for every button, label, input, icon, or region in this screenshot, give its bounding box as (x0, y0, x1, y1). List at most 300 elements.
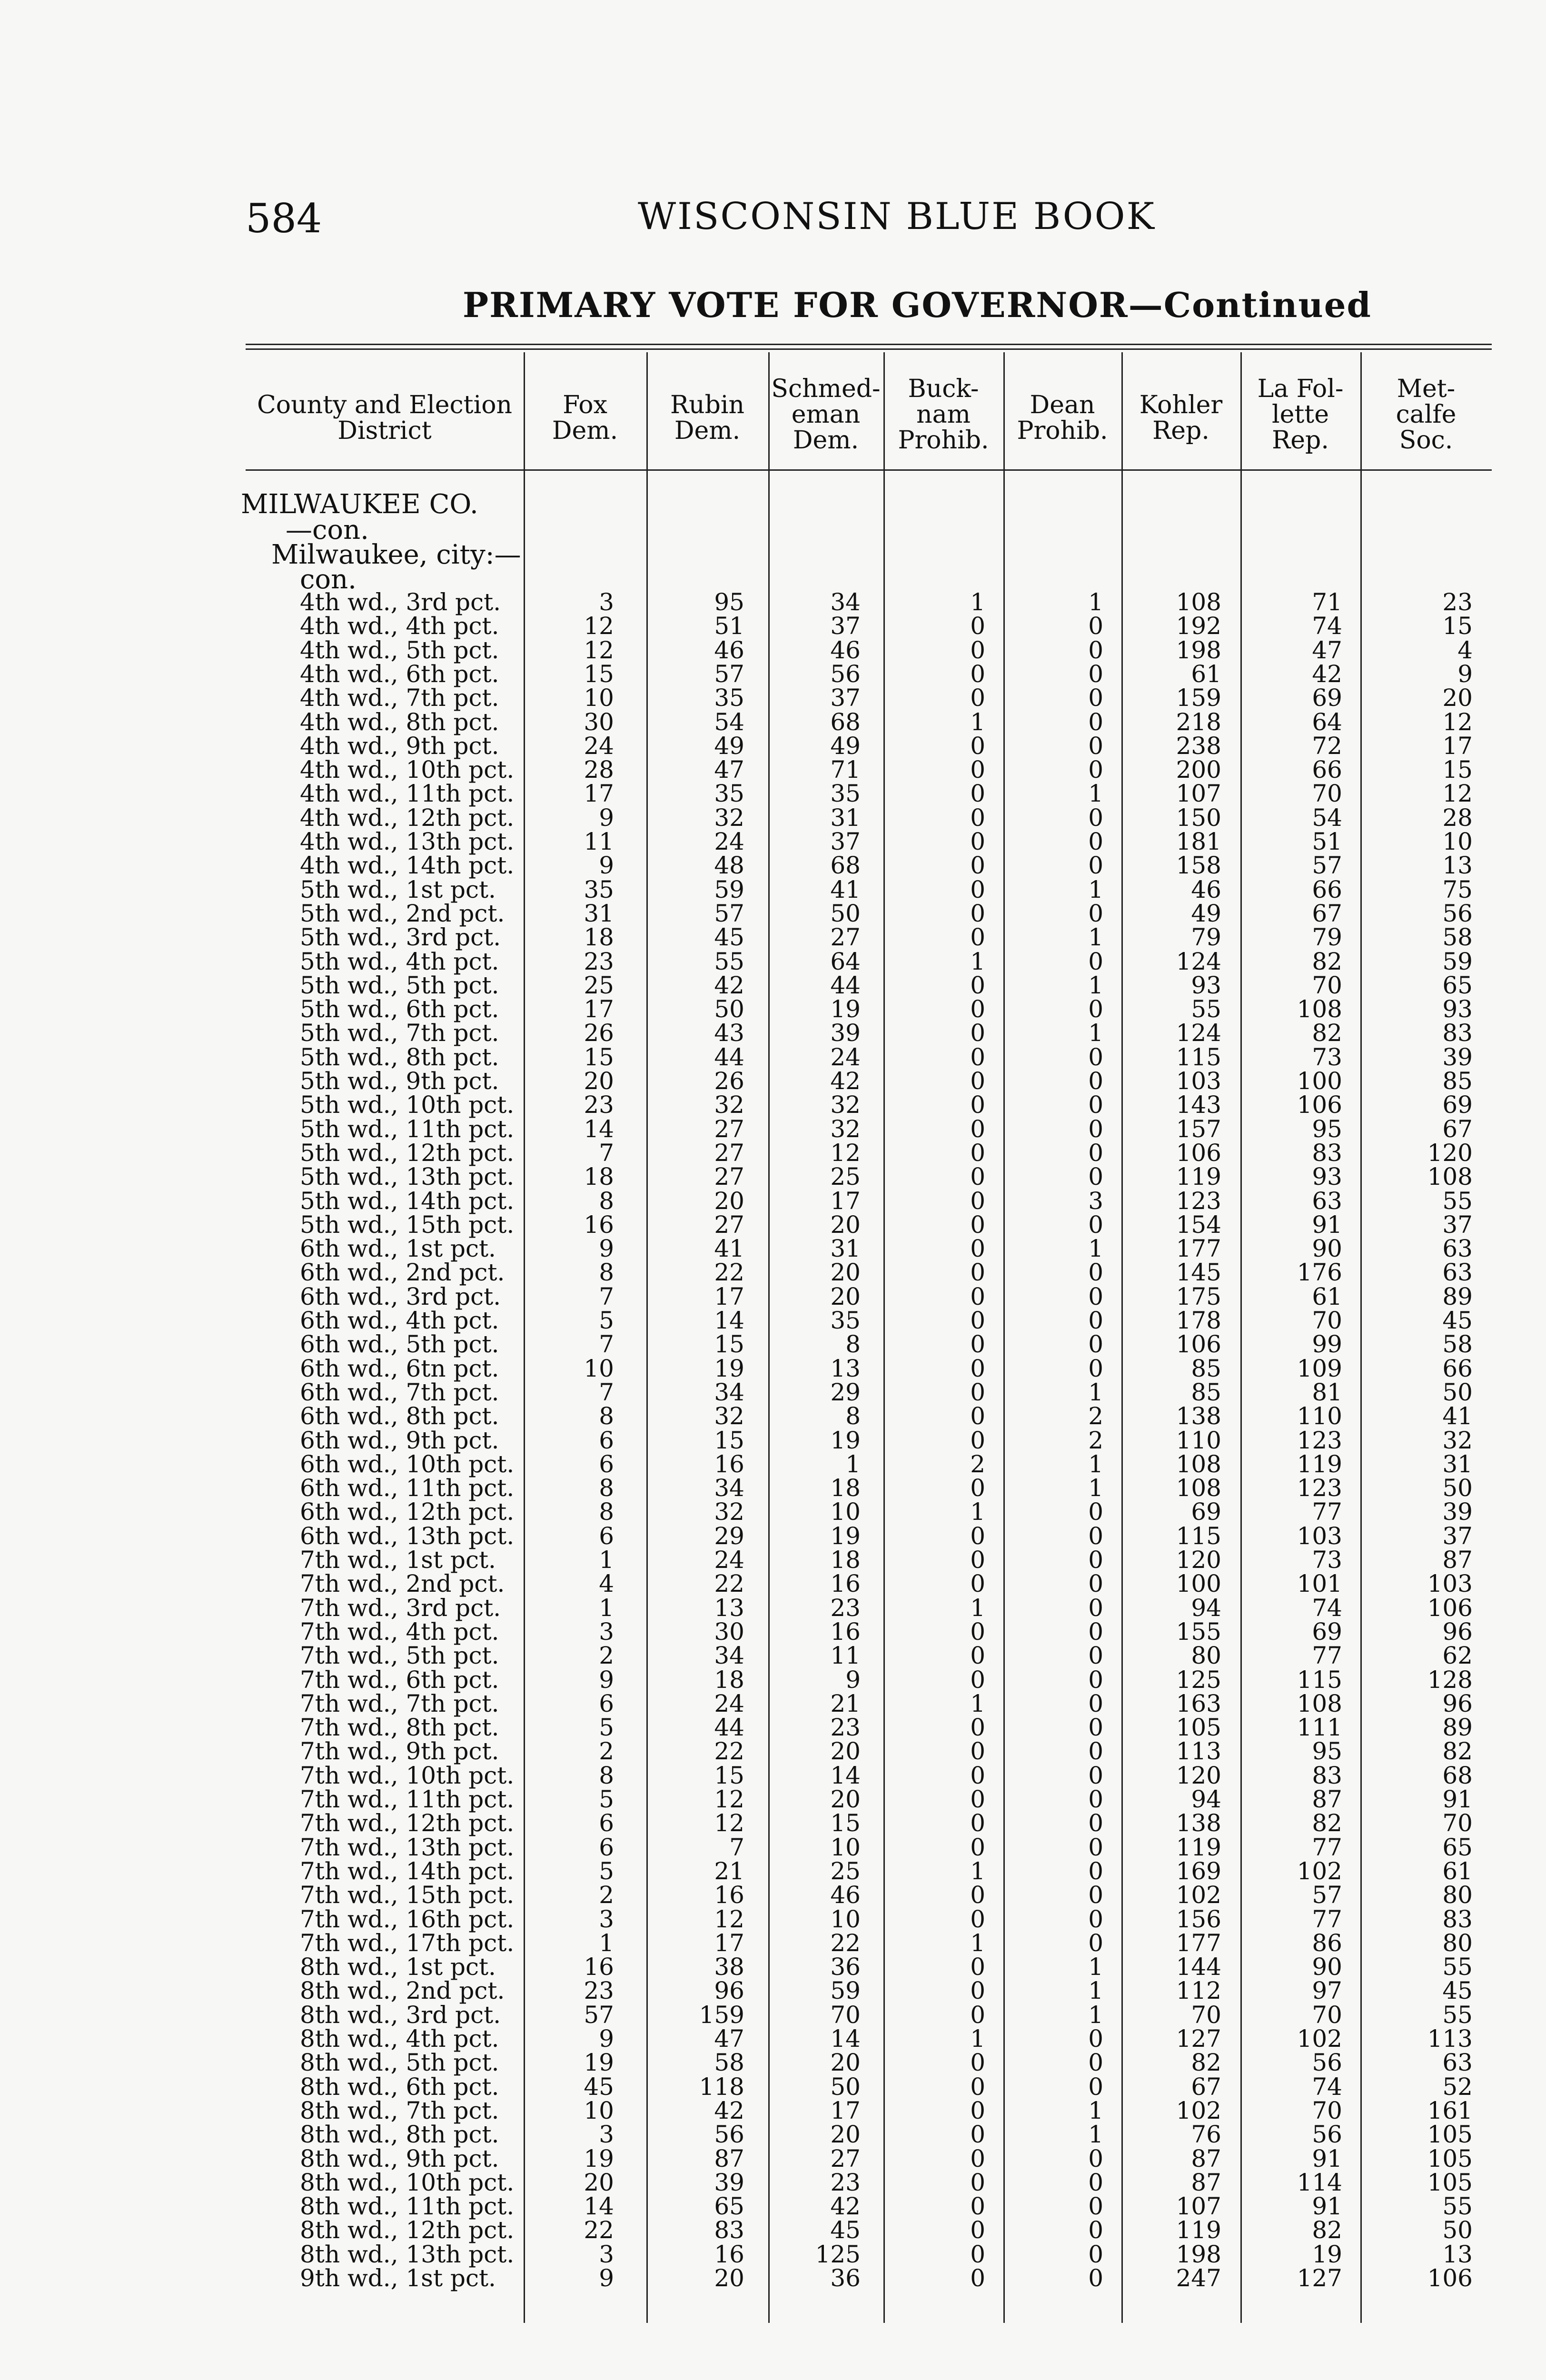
cell-bucknam: 0 (970, 899, 985, 927)
cell-schmedeman: 21 (830, 1689, 861, 1717)
cell-lafollette: 95 (1312, 1737, 1342, 1765)
cell-bucknam: 0 (970, 1115, 985, 1143)
cell-rubin: 22 (714, 1570, 744, 1598)
cell-rubin: 16 (714, 1450, 744, 1478)
cell-metcalfe: 75 (1442, 875, 1473, 903)
cell-lafollette: 91 (1312, 2192, 1342, 2221)
cell-fox: 20 (584, 2168, 614, 2196)
cell-metcalfe: 28 (1442, 803, 1473, 832)
cell-rubin: 55 (714, 947, 744, 975)
cell-lafollette: 115 (1297, 1666, 1342, 1694)
cell-lafollette: 47 (1312, 636, 1342, 664)
cell-dean: 0 (1088, 2240, 1103, 2268)
cell-bucknam: 0 (970, 875, 985, 903)
table-row (0, 1524, 1546, 1548)
cell-lafollette: 70 (1312, 1307, 1342, 1334)
cell-schmedeman: 64 (830, 947, 861, 975)
cell-rubin: 38 (714, 1953, 744, 1981)
cell-fox: 2 (599, 1642, 614, 1670)
cell-lafollette: 100 (1297, 1067, 1342, 1095)
cell-metcalfe: 55 (1442, 2192, 1473, 2221)
cell-schmedeman: 24 (830, 1043, 861, 1071)
cell-metcalfe: 108 (1427, 1163, 1473, 1191)
table-row (0, 710, 1546, 734)
cell-lafollette: 83 (1312, 1139, 1342, 1167)
cell-lafollette: 93 (1312, 1163, 1342, 1191)
cell-metcalfe: 63 (1442, 1235, 1473, 1263)
cell-rubin: 32 (714, 803, 744, 832)
cell-dean: 0 (1088, 1307, 1103, 1334)
cell-bucknam: 1 (970, 2025, 985, 2053)
table-row (0, 1404, 1546, 1428)
cell-metcalfe: 55 (1442, 2001, 1473, 2029)
cell-metcalfe: 41 (1442, 1402, 1473, 1430)
cell-schmedeman: 14 (830, 2025, 861, 2053)
cell-bucknam: 0 (970, 1881, 985, 1909)
cell-schmedeman: 15 (830, 1809, 861, 1837)
cell-fox: 24 (584, 732, 614, 760)
cell-metcalfe: 15 (1442, 756, 1473, 784)
cell-kohler: 93 (1191, 971, 1221, 999)
cell-kohler: 138 (1176, 1809, 1221, 1837)
cell-rubin: 15 (714, 1330, 744, 1359)
table-row (0, 875, 1546, 903)
cell-kohler: 108 (1176, 1450, 1221, 1478)
cell-schmedeman: 14 (830, 1761, 861, 1789)
cell-bucknam: 0 (970, 1187, 985, 1215)
cell-kohler: 175 (1176, 1282, 1221, 1310)
cell-lafollette: 74 (1312, 1594, 1342, 1622)
table-row (0, 782, 1546, 806)
cell-kohler: 124 (1176, 1019, 1221, 1047)
cell-metcalfe: 55 (1442, 1187, 1473, 1215)
column-header-dean: Dean Prohib. (1017, 391, 1108, 445)
cell-fox: 35 (584, 875, 614, 903)
cell-district: 7th wd., 11th pct. (300, 1785, 515, 1813)
cell-schmedeman: 8 (845, 1330, 861, 1359)
cell-fox: 15 (584, 1043, 614, 1071)
cell-district: 8th wd., 5th pct. (300, 2049, 499, 2077)
cell-lafollette: 79 (1312, 923, 1342, 952)
cell-schmedeman: 22 (830, 1929, 861, 1957)
cell-rubin: 16 (714, 1881, 744, 1909)
cell-rubin: 47 (714, 756, 744, 784)
table-row (0, 1596, 1546, 1620)
cell-kohler: 112 (1176, 1977, 1221, 2005)
table-row (0, 1761, 1546, 1789)
table-row (0, 1548, 1546, 1572)
cell-fox: 5 (599, 1785, 614, 1813)
cell-district: 4th wd., 13th pct. (300, 828, 515, 855)
cell-metcalfe: 59 (1442, 947, 1473, 975)
cell-dean: 0 (1088, 1115, 1103, 1143)
cell-dean: 0 (1088, 852, 1103, 880)
cell-metcalfe: 106 (1427, 1594, 1473, 1622)
cell-kohler: 94 (1191, 1594, 1221, 1622)
cell-fox: 3 (599, 1905, 614, 1933)
cell-bucknam: 1 (970, 947, 985, 975)
cell-schmedeman: 68 (830, 708, 861, 736)
cell-district: 8th wd., 4th pct. (300, 2025, 499, 2053)
cell-district: 4th wd., 10th pct. (300, 756, 515, 784)
table-row (0, 1354, 1546, 1382)
cell-kohler: 80 (1191, 1642, 1221, 1670)
cell-rubin: 27 (714, 1115, 744, 1143)
cell-district: 7th wd., 16th pct. (300, 1905, 515, 1933)
cell-dean: 0 (1088, 756, 1103, 784)
cell-fox: 18 (584, 1163, 614, 1191)
cell-schmedeman: 17 (830, 2096, 861, 2124)
cell-rubin: 19 (714, 1354, 744, 1382)
cell-bucknam: 0 (970, 2001, 985, 2029)
cell-metcalfe: 96 (1442, 1617, 1473, 1646)
cell-rubin: 45 (714, 923, 744, 952)
cell-schmedeman: 49 (830, 732, 861, 760)
cell-district: 5th wd., 15th pct. (300, 1210, 515, 1239)
cell-district: 8th wd., 13th pct. (300, 2240, 515, 2268)
cell-district: 6th wd., 3rd pct. (300, 1282, 501, 1310)
cell-fox: 23 (584, 947, 614, 975)
cell-bucknam: 0 (970, 828, 985, 855)
cell-bucknam: 0 (970, 1570, 985, 1598)
cell-rubin: 57 (714, 899, 744, 927)
cell-lafollette: 67 (1312, 899, 1342, 927)
cell-district: 6th wd., 4th pct. (300, 1307, 499, 1334)
cell-bucknam: 0 (970, 1426, 985, 1454)
cell-fox: 19 (584, 2049, 614, 2077)
cell-kohler: 76 (1191, 2121, 1221, 2149)
cell-dean: 0 (1088, 1163, 1103, 1191)
cell-schmedeman: 10 (830, 1498, 861, 1526)
cell-kohler: 107 (1176, 2192, 1221, 2221)
cell-lafollette: 86 (1312, 1929, 1342, 1957)
cell-metcalfe: 65 (1442, 1833, 1473, 1861)
cell-district: 7th wd., 9th pct. (300, 1737, 499, 1765)
cell-lafollette: 54 (1312, 803, 1342, 832)
cell-bucknam: 0 (970, 1139, 985, 1167)
cell-dean: 0 (1088, 947, 1103, 975)
cell-metcalfe: 15 (1442, 612, 1473, 640)
cell-schmedeman: 10 (830, 1905, 861, 1933)
cell-schmedeman: 35 (830, 1307, 861, 1334)
cell-rubin: 24 (714, 1546, 744, 1574)
cell-kohler: 198 (1176, 636, 1221, 664)
table-row (0, 2242, 1546, 2267)
cell-kohler: 87 (1191, 2168, 1221, 2196)
cell-bucknam: 1 (970, 1929, 985, 1957)
cell-schmedeman: 32 (830, 1115, 861, 1143)
table-row (0, 2168, 1546, 2196)
cell-fox: 1 (599, 1594, 614, 1622)
cell-metcalfe: 120 (1427, 1139, 1473, 1167)
cell-bucknam: 0 (970, 756, 985, 784)
cell-lafollette: 108 (1297, 995, 1342, 1023)
cell-lafollette: 70 (1312, 2001, 1342, 2029)
cell-dean: 0 (1088, 1546, 1103, 1574)
cell-metcalfe: 50 (1442, 1378, 1473, 1406)
cell-rubin: 34 (714, 1642, 744, 1670)
cell-bucknam: 0 (970, 2264, 985, 2292)
cell-fox: 3 (599, 2121, 614, 2149)
cell-fox: 12 (584, 612, 614, 640)
cell-rubin: 16 (714, 2240, 744, 2268)
cell-rubin: 22 (714, 1737, 744, 1765)
cell-bucknam: 0 (970, 1210, 985, 1239)
cell-lafollette: 51 (1312, 828, 1342, 855)
cell-lafollette: 70 (1312, 2096, 1342, 2124)
cell-schmedeman: 13 (830, 1354, 861, 1382)
cell-fox: 6 (599, 1426, 614, 1454)
table-row (0, 1668, 1546, 1692)
cell-district: 8th wd., 12th pct. (300, 2216, 515, 2244)
cell-bucknam: 0 (970, 1546, 985, 1574)
cell-district: 6th wd., 8th pct. (300, 1402, 499, 1430)
cell-schmedeman: 20 (830, 1785, 861, 1813)
cell-dean: 1 (1088, 2001, 1103, 2029)
cell-lafollette: 77 (1312, 1833, 1342, 1861)
cell-metcalfe: 106 (1427, 2264, 1473, 2292)
cell-district: 7th wd., 7th pct. (300, 1689, 499, 1717)
cell-district: 7th wd., 13th pct. (300, 1833, 515, 1861)
cell-fox: 5 (599, 1307, 614, 1334)
table-row (0, 947, 1546, 975)
cell-kohler: 82 (1191, 2049, 1221, 2077)
cell-bucknam: 0 (970, 971, 985, 999)
cell-bucknam: 0 (970, 1259, 985, 1287)
cell-district: 5th wd., 5th pct. (300, 971, 499, 999)
book-title: WISCONSIN BLUE BOOK (638, 195, 1156, 238)
cell-kohler: 124 (1176, 947, 1221, 975)
cell-schmedeman: 18 (830, 1474, 861, 1502)
cell-kohler: 55 (1191, 995, 1221, 1023)
table-title: PRIMARY VOTE FOR GOVERNOR—Continued (463, 285, 1372, 325)
cell-metcalfe: 68 (1442, 1761, 1473, 1789)
table-row (0, 1045, 1546, 1070)
cell-district: 5th wd., 1st pct. (300, 875, 496, 903)
cell-dean: 0 (1088, 1354, 1103, 1382)
cell-fox: 9 (599, 1235, 614, 1263)
cell-schmedeman: 23 (830, 1714, 861, 1742)
county-continued-label: —con. (286, 515, 369, 545)
cell-bucknam: 0 (970, 2144, 985, 2172)
table-row (0, 1093, 1546, 1117)
cell-dean: 1 (1088, 1474, 1103, 1502)
cell-bucknam: 0 (970, 995, 985, 1023)
cell-fox: 16 (584, 1953, 614, 1981)
cell-kohler: 177 (1176, 1235, 1221, 1263)
cell-schmedeman: 37 (830, 612, 861, 640)
cell-district: 7th wd., 10th pct. (300, 1761, 515, 1789)
cell-dean: 0 (1088, 1905, 1103, 1933)
cell-kohler: 163 (1176, 1689, 1221, 1717)
cell-rubin: 34 (714, 1474, 744, 1502)
cell-metcalfe: 80 (1442, 1881, 1473, 1909)
table-row (0, 2218, 1546, 2242)
cell-schmedeman: 25 (830, 1857, 861, 1885)
cell-kohler: 102 (1176, 1881, 1221, 1909)
cell-bucknam: 0 (970, 1905, 985, 1933)
cell-district: 8th wd., 8th pct. (300, 2121, 499, 2149)
cell-dean: 0 (1088, 995, 1103, 1023)
cell-lafollette: 82 (1312, 2216, 1342, 2244)
cell-district: 5th wd., 2nd pct. (300, 899, 505, 927)
cell-rubin: 30 (714, 1617, 744, 1646)
cell-lafollette: 70 (1312, 971, 1342, 999)
cell-metcalfe: 128 (1427, 1666, 1473, 1694)
cell-rubin: 46 (714, 636, 744, 664)
cell-district: 6th wd., 1st pct. (300, 1235, 496, 1263)
table-row (0, 1811, 1546, 1835)
cell-district: 4th wd., 6th pct. (300, 660, 499, 688)
cell-metcalfe: 93 (1442, 995, 1473, 1023)
cell-dean: 0 (1088, 1833, 1103, 1861)
cell-schmedeman: 45 (830, 2216, 861, 2244)
cell-district: 7th wd., 1st pct. (300, 1546, 496, 1574)
cell-fox: 18 (584, 923, 614, 952)
cell-metcalfe: 83 (1442, 1019, 1473, 1047)
cell-fox: 31 (584, 899, 614, 927)
cell-dean: 0 (1088, 1689, 1103, 1717)
cell-dean: 0 (1088, 2192, 1103, 2221)
table-row (0, 1237, 1546, 1261)
table-row (0, 1979, 1546, 2003)
cell-fox: 57 (584, 2001, 614, 2029)
cell-dean: 0 (1088, 708, 1103, 736)
cell-fox: 5 (599, 1714, 614, 1742)
cell-schmedeman: 17 (830, 1187, 861, 1215)
cell-kohler: 110 (1176, 1426, 1221, 1454)
cell-rubin: 96 (714, 1977, 744, 2005)
cell-bucknam: 1 (970, 1857, 985, 1885)
cell-kohler: 115 (1176, 1043, 1221, 1071)
cell-fox: 16 (584, 1210, 614, 1239)
column-header-bucknam: Buck- nam Prohib. (898, 375, 989, 455)
cell-kohler: 144 (1176, 1953, 1221, 1981)
cell-metcalfe: 52 (1442, 2073, 1473, 2101)
cell-kohler: 156 (1176, 1905, 1221, 1933)
cell-schmedeman: 70 (830, 2001, 861, 2029)
cell-lafollette: 77 (1312, 1905, 1342, 1933)
cell-lafollette: 70 (1312, 780, 1342, 808)
cell-fox: 3 (599, 1617, 614, 1646)
cell-dean: 1 (1088, 875, 1103, 903)
cell-kohler: 181 (1176, 828, 1221, 855)
cell-metcalfe: 56 (1442, 899, 1473, 927)
cell-rubin: 29 (714, 1522, 744, 1550)
table-row (0, 1117, 1546, 1141)
cell-bucknam: 0 (970, 1067, 985, 1095)
cell-schmedeman: 32 (830, 1091, 861, 1119)
cell-lafollette: 42 (1312, 660, 1342, 688)
cell-schmedeman: 34 (830, 588, 861, 616)
cell-dean: 2 (1088, 1402, 1103, 1430)
cell-kohler: 138 (1176, 1402, 1221, 1430)
cell-schmedeman: 31 (830, 803, 861, 832)
cell-schmedeman: 16 (830, 1617, 861, 1646)
table-row (0, 734, 1546, 758)
cell-bucknam: 0 (970, 1043, 985, 1071)
cell-dean: 0 (1088, 1737, 1103, 1765)
cell-district: 6th wd., 12th pct. (300, 1498, 515, 1526)
cell-dean: 0 (1088, 2025, 1103, 2053)
cell-schmedeman: 20 (830, 1210, 861, 1239)
cell-lafollette: 127 (1297, 2264, 1342, 2292)
cell-dean: 0 (1088, 1666, 1103, 1694)
cell-schmedeman: 8 (845, 1402, 861, 1430)
cell-district: 4th wd., 14th pct. (300, 852, 515, 880)
cell-district: 6th wd., 11th pct. (300, 1474, 515, 1502)
cell-fox: 23 (584, 1091, 614, 1119)
cell-schmedeman: 20 (830, 1282, 861, 1310)
cell-kohler: 94 (1191, 1785, 1221, 1813)
cell-lafollette: 87 (1312, 1785, 1342, 1813)
cell-kohler: 247 (1176, 2264, 1221, 2292)
cell-schmedeman: 56 (830, 660, 861, 688)
cell-fox: 9 (599, 803, 614, 832)
cell-fox: 45 (584, 2073, 614, 2101)
cell-metcalfe: 161 (1427, 2096, 1473, 2124)
cell-fox: 19 (584, 2144, 614, 2172)
cell-metcalfe: 37 (1442, 1522, 1473, 1550)
cell-fox: 8 (599, 1761, 614, 1789)
cell-bucknam: 0 (970, 732, 985, 760)
cell-rubin: 21 (714, 1857, 744, 1885)
cell-bucknam: 0 (970, 1617, 985, 1646)
cell-metcalfe: 31 (1442, 1450, 1473, 1478)
cell-bucknam: 0 (970, 2073, 985, 2101)
cell-dean: 0 (1088, 1210, 1103, 1239)
cell-metcalfe: 105 (1427, 2121, 1473, 2149)
table-row (0, 2075, 1546, 2099)
cell-lafollette: 90 (1312, 1953, 1342, 1981)
cell-schmedeman: 71 (830, 756, 861, 784)
cell-dean: 1 (1088, 2121, 1103, 2149)
cell-district: 4th wd., 5th pct. (300, 636, 499, 664)
cell-rubin: 24 (714, 828, 744, 855)
cell-district: 5th wd., 14th pct. (300, 1187, 515, 1215)
cell-lafollette: 82 (1312, 947, 1342, 975)
cell-bucknam: 1 (970, 1594, 985, 1622)
city-continued-label: con. (300, 564, 357, 595)
cell-dean: 0 (1088, 2073, 1103, 2101)
cell-fox: 8 (599, 1474, 614, 1502)
cell-kohler: 198 (1176, 2240, 1221, 2268)
cell-kohler: 159 (1176, 684, 1221, 712)
cell-kohler: 150 (1176, 803, 1221, 832)
cell-district: 4th wd., 9th pct. (300, 732, 499, 760)
cell-metcalfe: 91 (1442, 1785, 1473, 1813)
cell-rubin: 20 (714, 1187, 744, 1215)
cell-dean: 0 (1088, 1139, 1103, 1167)
cell-kohler: 155 (1176, 1617, 1221, 1646)
cell-bucknam: 0 (970, 1714, 985, 1742)
cell-metcalfe: 12 (1442, 708, 1473, 736)
cell-rubin: 41 (714, 1235, 744, 1263)
cell-rubin: 12 (714, 1785, 744, 1813)
cell-schmedeman: 125 (815, 2240, 861, 2268)
table-row (0, 1309, 1546, 1333)
cell-metcalfe: 113 (1427, 2025, 1473, 2053)
cell-district: 5th wd., 8th pct. (300, 1043, 499, 1071)
cell-bucknam: 0 (970, 923, 985, 952)
cell-rubin: 42 (714, 2096, 744, 2124)
table-row (0, 1021, 1546, 1045)
cell-rubin: 49 (714, 732, 744, 760)
cell-metcalfe: 37 (1442, 1210, 1473, 1239)
cell-bucknam: 0 (970, 2240, 985, 2268)
cell-metcalfe: 45 (1442, 1307, 1473, 1334)
cell-district: 7th wd., 5th pct. (300, 1642, 499, 1670)
